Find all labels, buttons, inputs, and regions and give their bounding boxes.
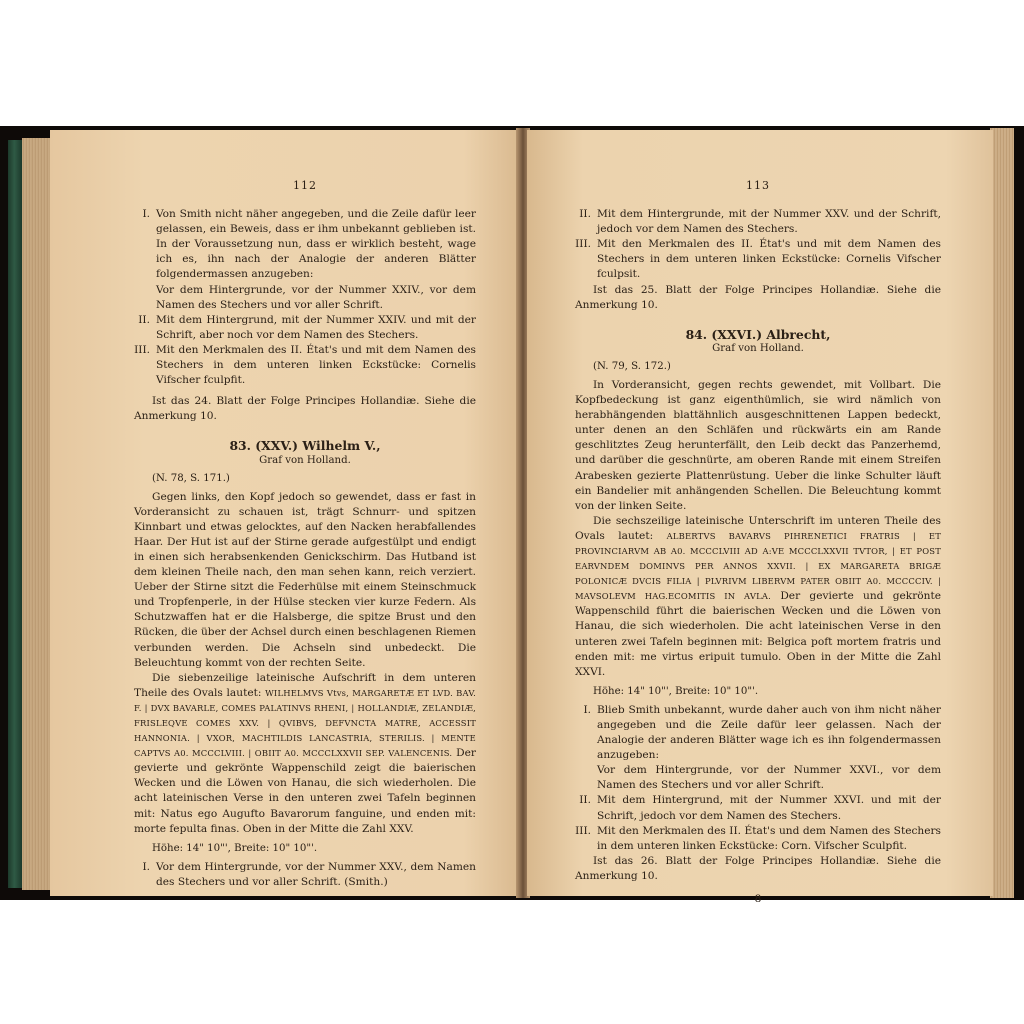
list-item	[134, 860, 476, 890]
item-text: Mit dem Hintergrund, mit der Nummer XXIV. und mit der Schrift, aber noch vor dem Namen des Stechers.	[156, 313, 476, 341]
item-text: Vor dem Hintergrunde, vor der Nummer XXV., dem Namen des Stechers und vor aller Schrift. (Smith.)	[156, 860, 476, 888]
inscription-followup: Der gevierte und gekrönte Wappenschild zeigt die baierischen Wecken und die Löwen von Hanau, die sich wiederholen. Die acht lateinischen Verse in den unteren zwei Tafeln beginnen mit: Natus ego Augufto Bavarorum fanguine, und enden mit: morte fepulta finas. Oben in der Mitte die Zahl XXV.	[134, 747, 476, 835]
item-text: Blieb Smith unbekannt, wurde daher auch von ihm nicht näher angegeben und die Zeile dafür leer gelassen. Nach der Analogie der anderen Blätter wage ich es ihn folgendermassen anzugeben:	[597, 703, 941, 762]
inscription-intro: Die sechszeilige lateinische Unterschrift im unteren Theile des Ovals lautet:	[575, 514, 941, 542]
section-subheading: Graf von Holland.	[712, 342, 804, 354]
right-page	[527, 130, 993, 906]
list-item	[134, 207, 476, 282]
list-item	[575, 237, 941, 282]
page-edges-left	[22, 138, 52, 890]
section-heading: 83. (XXV.) Wilhelm V.,	[229, 438, 381, 454]
item-marker	[575, 763, 597, 793]
catalog-reference: (N. 78, S. 171.)	[152, 472, 230, 484]
list-item	[575, 793, 941, 823]
catalog-reference: (N. 79, S. 172.)	[593, 360, 671, 372]
item-marker: II.	[138, 313, 150, 326]
list-item	[575, 824, 941, 854]
inscription-followup: Der gevierte und gekrönte Wappenschild führt die baierischen Wecken und die Löwen von Hanau, die sich wiederholen. Die acht lateinischen Verse in den unteren zwei Tafeln beginnen mit: Belgica poft mortem fratris und enden mit: me virtus eripuit tumulo. Oben in der Mitte die Zahl XXVI.	[575, 590, 941, 678]
list-item	[134, 343, 476, 388]
item-text: Mit den Merkmalen des II. État's und mit dem Namen des Stechers in dem unteren linken Eckstücke: Cornelis Vifscher fculpsit.	[597, 238, 941, 281]
page-number: 113	[746, 179, 770, 192]
description-paragraph: In Vorderansicht, gegen rechts gewendet, mit Vollbart. Die Kopfbedeckung ist ganz eigenthümlich, sie wird nämlich von herabhängenden blattähnlich ausgeschnittenen Lappen bedeckt, unter denen an den Schläfen und rückwärts ein am Rande geschlitztes Zeug herunterfällt, den Leib deckt das Panzerhemd, und darüber die geschnürte, am oberen Rande mit einem Streifen Arabesken gezierte Plattenrüstung. Ueber die linke Schulter läuft ein Bandelier mit anhängenden Schellen. Die Beleuchtung kommt von der linken Seite.	[575, 378, 941, 512]
signature-mark: 8	[754, 893, 762, 906]
list-item	[134, 283, 476, 313]
item-text: Mit dem Hintergrunde, mit der Nummer XXV. und der Schrift, jedoch vor dem Namen des Stechers.	[597, 208, 941, 236]
item-text: Mit dem Hintergrund, mit der Nummer XXVI. und mit der Schrift, jedoch vor dem Namen des Stechers.	[597, 794, 941, 822]
item-marker: I.	[142, 208, 150, 221]
note-paragraph: Ist das 25. Blatt der Folge Principes Hollandiæ. Siehe die Anmerkung 10.	[575, 283, 941, 311]
item-marker: III.	[575, 824, 591, 837]
list-item	[575, 763, 941, 793]
note-paragraph: Ist das 26. Blatt der Folge Principes Hollandiæ. Siehe die Anmerkung 10.	[575, 854, 941, 882]
item-text: Vor dem Hintergrunde, vor der Nummer XXIV., vor dem Namen des Stechers und vor aller Schrift.	[156, 283, 476, 311]
inscription-paragraph	[575, 514, 941, 680]
page-number: 112	[293, 179, 317, 192]
note-paragraph: Ist das 24. Blatt der Folge Principes Hollandiæ. Siehe die Anmerkung 10.	[134, 395, 476, 423]
item-marker: I.	[583, 703, 591, 716]
item-text: Mit den Merkmalen des II. État's und dem Namen des Stechers in dem unteren linken Eckstücke: Corn. Vifscher Sculpfit.	[597, 824, 941, 852]
item-text: Vor dem Hintergrunde, vor der Nummer XXVI., vor dem Namen des Stechers und vor aller Schrift.	[597, 764, 941, 792]
item-marker	[134, 283, 156, 313]
item-marker: II.	[579, 208, 591, 221]
section-subheading: Graf von Holland.	[259, 454, 351, 466]
item-marker: II.	[579, 794, 591, 807]
list-item	[575, 207, 941, 237]
inscription-paragraph	[134, 671, 476, 837]
section-heading: 84. (XXVI.) Albrecht,	[685, 326, 831, 342]
item-marker: I.	[142, 860, 150, 873]
inscription-text: ALBERTVS BAVARVS PIHRENETICI FRATRIS | ET PROVINCIARVM AB A0. MCCCLVIII AD A:VE MCCCLXXVII TVTOR, | ET POST EARVNDEM DOMINVS PER ANNOS XXVII. | EX MARGARETA BRIGÆ POLONICÆ DVCIS FILIA | PLVRIVM LIBERVM PATER OBIIT A0. MCCCCIV. | MAVSOLEVM HAG.ECOMITIS IN AVLA.	[575, 530, 941, 602]
dimensions: Höhe: 14" 10"', Breite: 10" 10"'.	[593, 685, 759, 697]
page-edges-right	[990, 128, 1014, 898]
inscription-intro: Die siebenzeilige lateinische Aufschrift in dem unteren Theile des Ovals lautet:	[134, 671, 476, 699]
list-item	[575, 703, 941, 763]
item-marker: III.	[575, 238, 591, 251]
item-text: Mit den Merkmalen des II. État's und mit dem Namen des Stechers in dem unteren linken Eckstücke: Cornelis Vifscher fculpfit.	[156, 343, 476, 387]
item-text: Von Smith nicht näher angegeben, und die Zeile dafür leer gelassen, ein Beweis, dass er ihm unbekannt geblieben ist. In der Voraussetzung nun, dass er wirklich besteht, wage ich es, ihn nach der Analogie der anderen Blätter folgendermassen anzugeben:	[156, 208, 476, 281]
inscription-text: WILHELMVS Vtvs, MARGARETÆ ET LVD. BAV. F. | DVX BAVARLE, COMES PALATINVS RHENI, | HOLLANDIÆ, ZELANDIÆ, FRISLEQVE COMES XXV. | QVIBVS, DEFVNCTA MATRE, ACCESSIT HANNONIA. | VXOR, MACHTILDIS LANCASTRIA, STERILIS. | MENTE CAPTVS A0. MCCCLVIII. | OBIIT A0. MCCCLXXVII SEP. VALENCENIS.	[134, 687, 477, 759]
description-paragraph: Gegen links, den Kopf jedoch so gewendet, dass er fast in Vorderansicht zu schauen ist, trägt Schnurr- und spitzen Kinnbart und etwas gelocktes, auf den Nacken herabfallendes Haar. Der Hut ist auf der Stirne gerade aufgestülpt und endigt in einen sich herabsenkenden Genickschirm. Das Hutband ist dem kleinen Theile nach, den man sehen kann, reich verziert. Ueber der Stirne sitzt die Federhülse mit einem Steinschmuck und Tropfenperle, in der Hülse stecken vier kurze Federn. Als Schutzwaffen hat er die Halsberge, die spitze Brust und den Rücken, die über der Achsel durch einen beschlagenen Riemen verbunden werden. Die Achseln sind unbedeckt. Die Beleuchtung kommt von der rechten Seite.	[134, 490, 476, 669]
dimensions: Höhe: 14" 10"', Breite: 10" 10"'.	[152, 842, 318, 854]
list-item	[134, 313, 476, 343]
item-marker: III.	[134, 343, 150, 356]
left-page	[50, 130, 520, 896]
